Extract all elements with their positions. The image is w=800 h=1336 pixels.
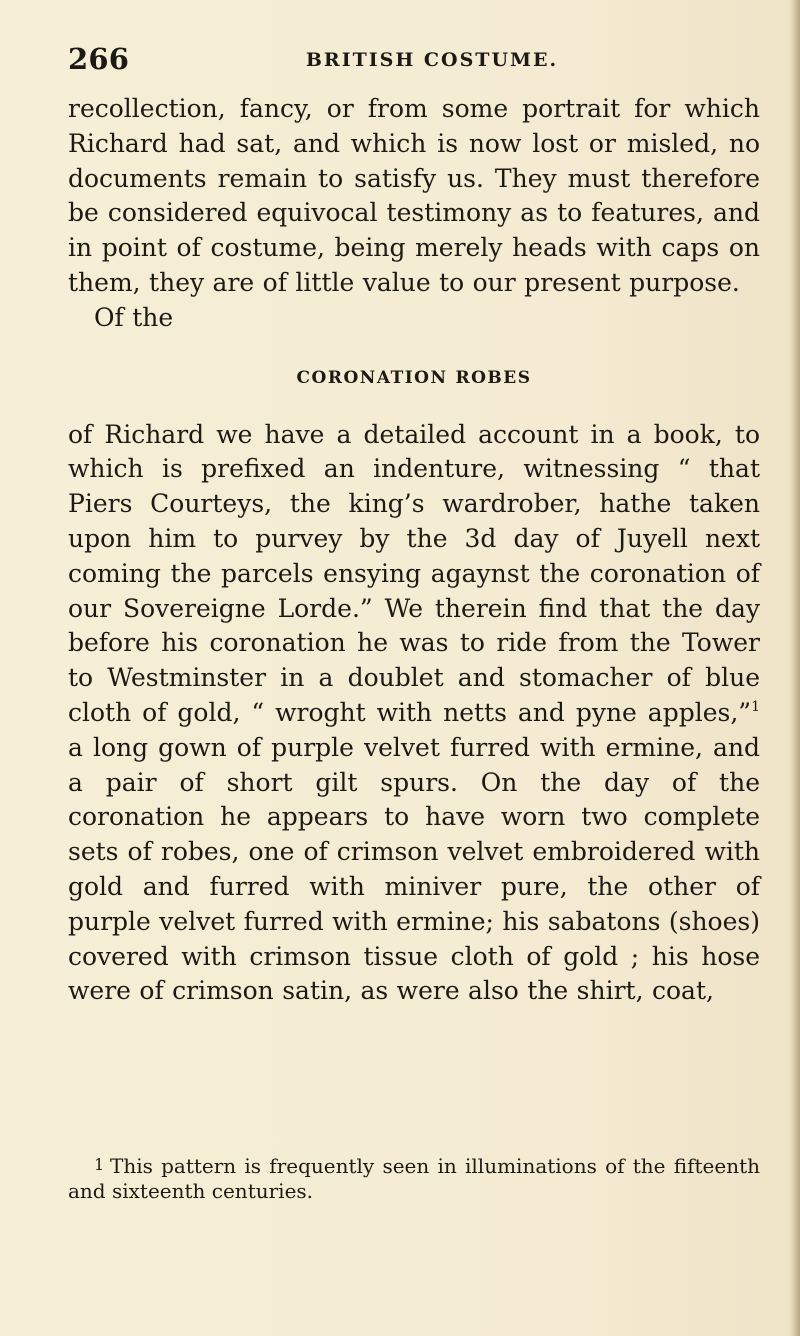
page-edge-shadow xyxy=(790,0,800,1336)
section-heading: CORONATION ROBES xyxy=(296,367,532,388)
page-number: 266 xyxy=(68,42,130,76)
paragraph-continuation: recollection, fancy, or from some portrait for which Richard had sat, and which is now lost or misled, no documents remain to satisfy us. They must therefore be considered equivocal testimony as to features, and in point of costume, being merely heads with caps on them, they are of little value to our present purpose. xyxy=(68,94,760,297)
page-header xyxy=(68,42,758,82)
paragraph-text-part-1: of Richard we have a detailed account in a book, to which is prefixed an indenture, witnessing “ that Piers Courteys, the king’s wardrober, hathe taken upon him to purvey by the 3d day of Juyell next coming the parcels ensying agaynst the coronation of our Sovereigne Lorde.” We therein find that the day before his coronation he was to ride from the Tower to Westminster in a doublet and stomacher of blue cloth of gold, “ wroght with netts and pyne apples,” xyxy=(68,419,760,727)
footnote-marker: 1 xyxy=(94,1155,105,1174)
paragraph-of-the: Of the xyxy=(94,302,174,332)
paragraph-coronation-robes xyxy=(68,418,760,1010)
main-text xyxy=(68,92,760,1009)
paragraph-text-part-2: a long gown of purple velvet furred with ermine, and a pair of short gilt spurs. On the day of the coronation he appears to have worn two complete sets of robes, one of crimson velvet embroidered with gold and furred with miniver pure, the other of purple velvet furred with ermine; his sabatons (shoes) covered with crimson tissue cloth of gold ; his hose were of crimson satin, as were also the shirt, coat, xyxy=(68,732,760,1006)
footnote-reference: 1 xyxy=(751,698,760,715)
footnote xyxy=(68,1152,760,1204)
running-title: BRITISH COSTUME. xyxy=(305,49,559,71)
footnote-text: This pattern is frequently seen in illuminations of the fifteenth and sixteenth centuries. xyxy=(68,1154,760,1203)
